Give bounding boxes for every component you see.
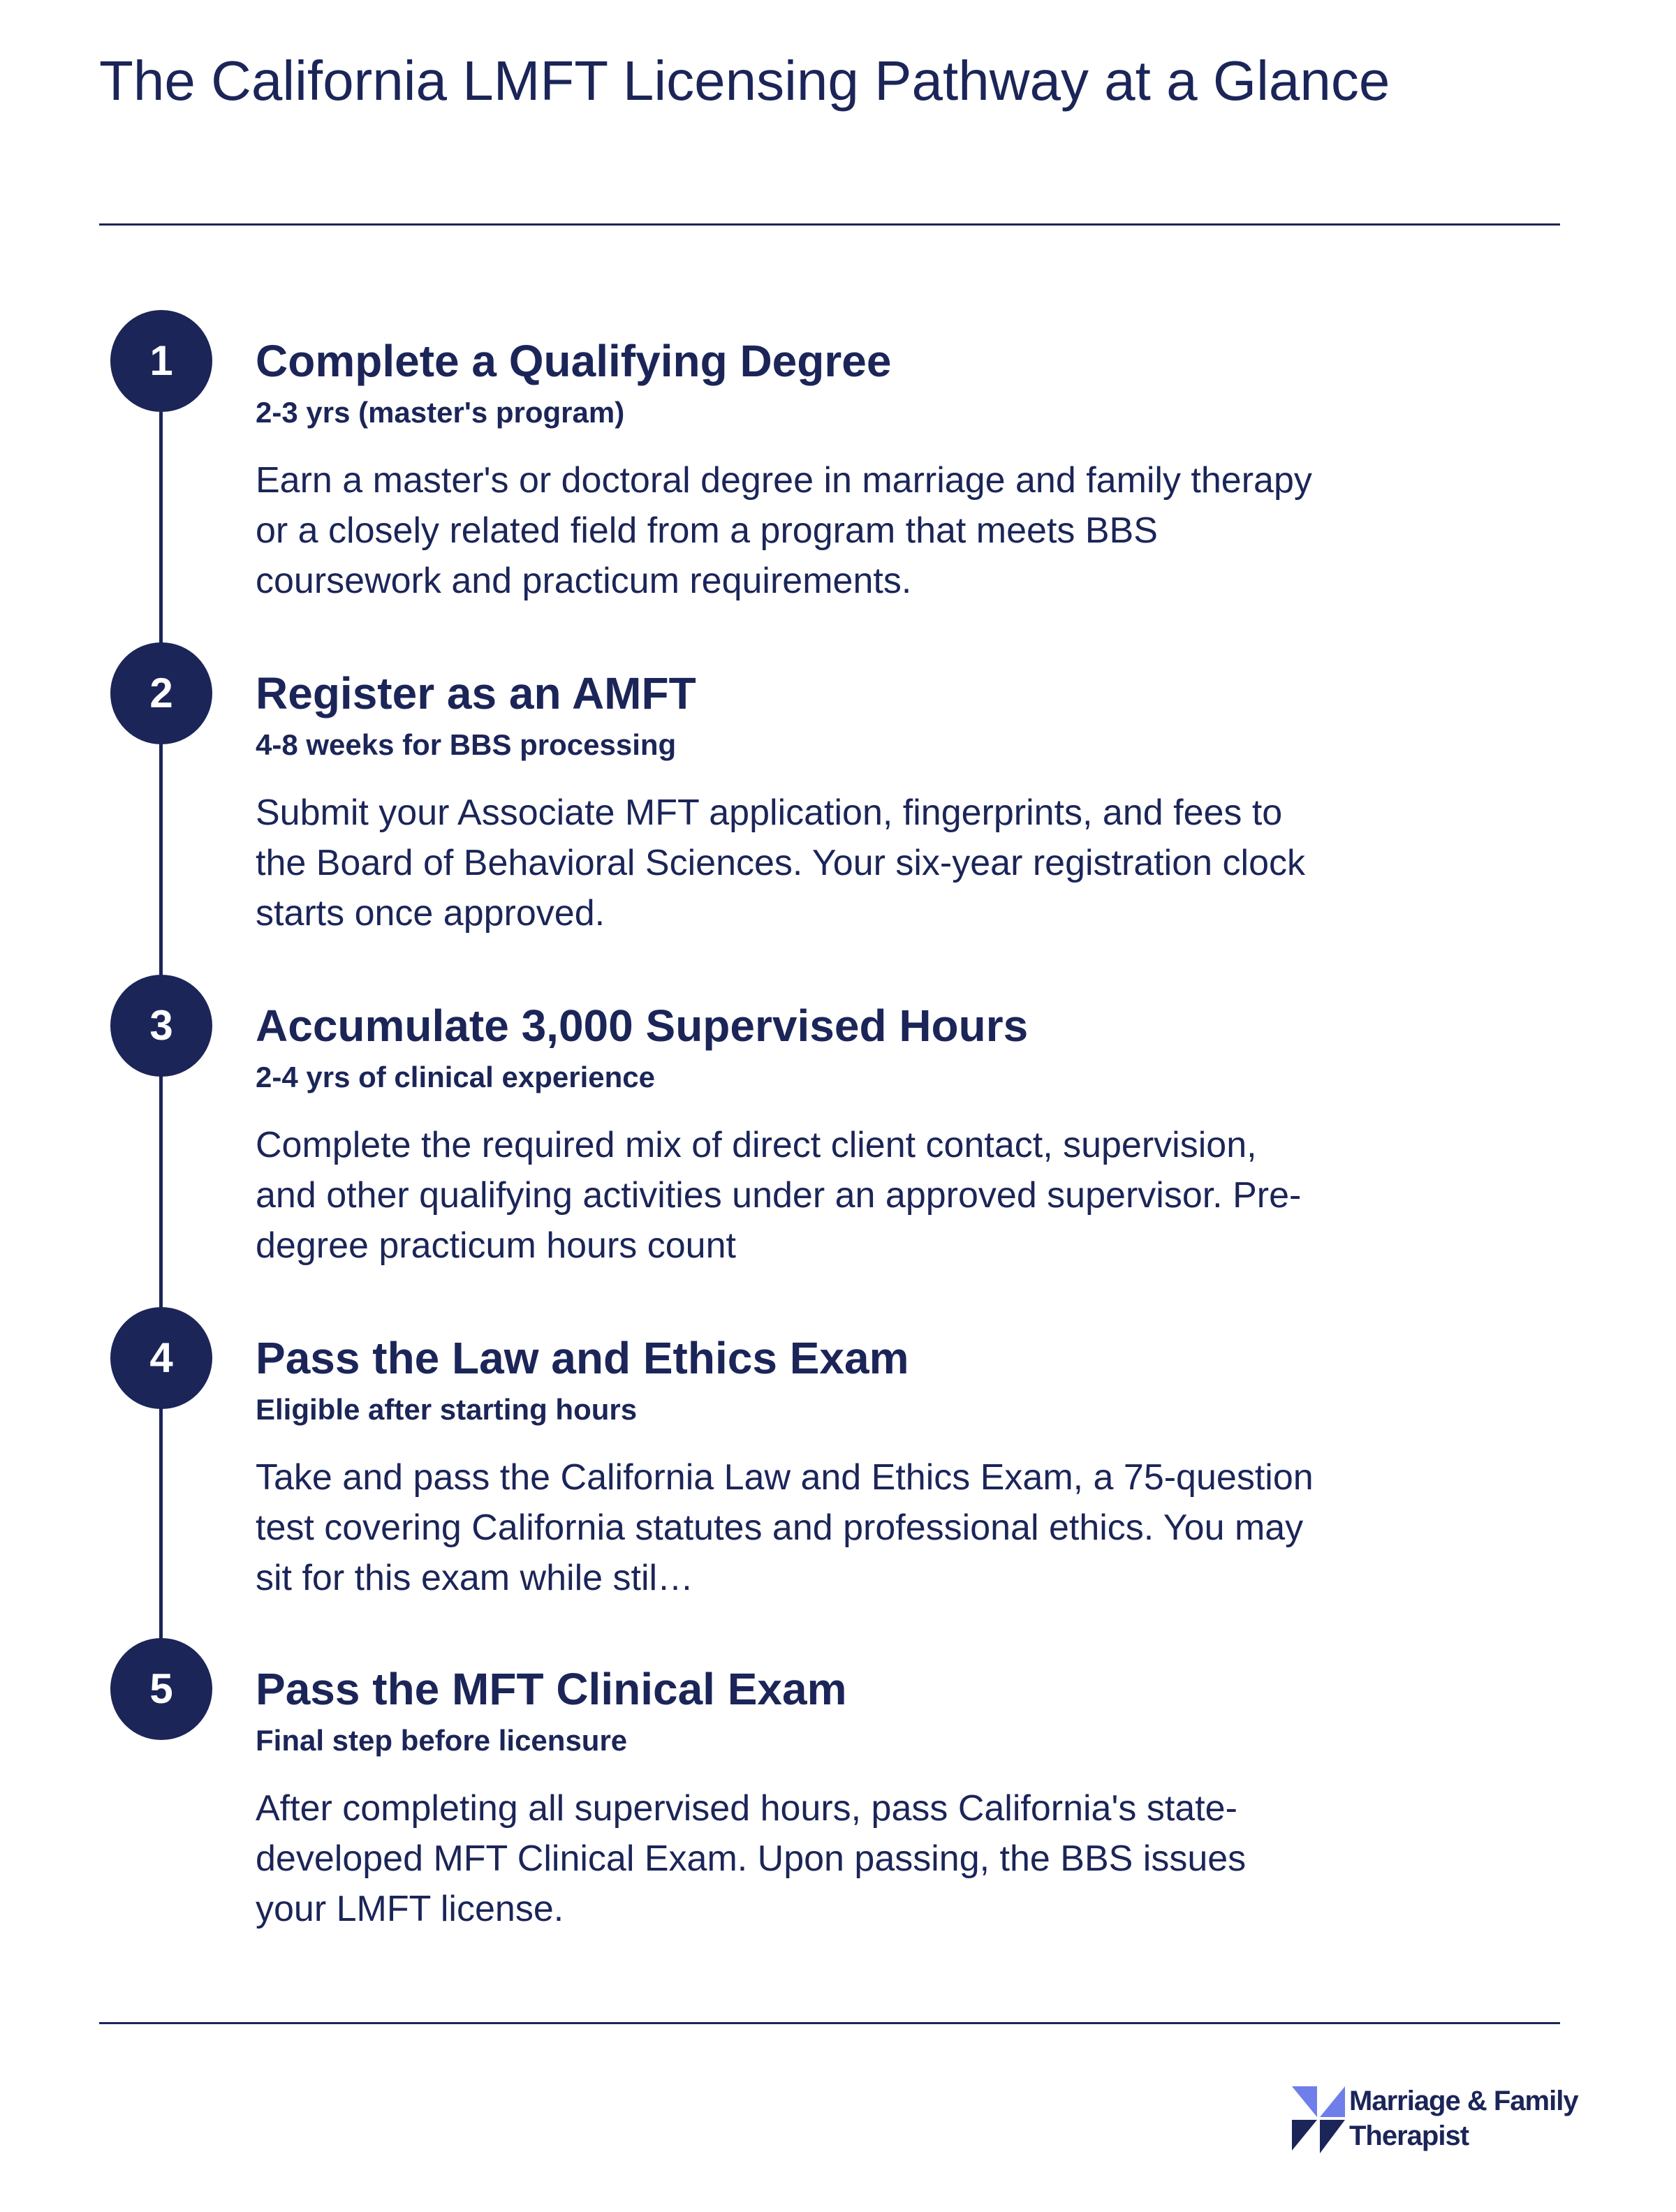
brand-logo xyxy=(1289,2084,1582,2167)
step-title: Register as an AMFT xyxy=(256,668,696,718)
step-duration: Final step before licensure xyxy=(256,1724,628,1757)
step-title: Pass the Law and Ethics Exam xyxy=(256,1333,909,1383)
step-item xyxy=(256,1000,1317,1271)
brand-name-line1: Marriage & Family xyxy=(1349,2086,1578,2116)
step-title: Complete a Qualifying Degree xyxy=(256,336,892,386)
step-description: Complete the required mix of direct client contact, supervision, and other qualifying activities under an approved supervisor. Pre-degree practicum hours count xyxy=(256,1125,1302,1266)
step-duration: 2-3 yrs (master's program) xyxy=(256,396,625,429)
step-number-badge: 2 xyxy=(110,642,212,744)
step-description: Earn a master's or doctoral degree in marriage and family therapy or a closely related field from a program that meets BBS coursework and practicum requirements. xyxy=(256,460,1312,601)
step-item xyxy=(256,668,1317,938)
brand-name xyxy=(1349,2084,1582,2153)
step-title: Accumulate 3,000 Supervised Hours xyxy=(256,1001,1029,1051)
step-item xyxy=(256,335,1317,606)
step-description: Take and pass the California Law and Ethics Exam, a 75-question test covering California statutes and professional ethics. You may sit for this exam while stil… xyxy=(256,1457,1314,1598)
top-divider xyxy=(99,223,1560,226)
pinwheel-logo-icon xyxy=(1289,2084,1348,2156)
step-description: Submit your Associate MFT application, fingerprints, and fees to the Board of Behavioral Sciences. Your six-year registration clock starts once approved. xyxy=(256,792,1305,934)
step-item xyxy=(256,1332,1317,1603)
step-number-badge: 3 xyxy=(110,975,212,1077)
step-item xyxy=(256,1663,1317,1934)
step-number-badge: 1 xyxy=(110,310,212,412)
step-number-badge: 5 xyxy=(110,1638,212,1740)
brand-name-line2: Therapist xyxy=(1349,2121,1469,2151)
page-title: The California LMFT Licensing Pathway at a Glance xyxy=(99,50,1390,112)
step-duration: 2-4 yrs of clinical experience xyxy=(256,1061,655,1093)
step-title: Pass the MFT Clinical Exam xyxy=(256,1664,847,1714)
step-number-badge: 4 xyxy=(110,1307,212,1409)
bottom-divider xyxy=(99,2022,1560,2024)
step-duration: Eligible after starting hours xyxy=(256,1393,638,1426)
step-description: After completing all supervised hours, pass California's state-developed MFT Clinical Exam. Upon passing, the BBS issues your LMFT license. xyxy=(256,1788,1247,1929)
step-duration: 4-8 weeks for BBS processing xyxy=(256,728,677,761)
